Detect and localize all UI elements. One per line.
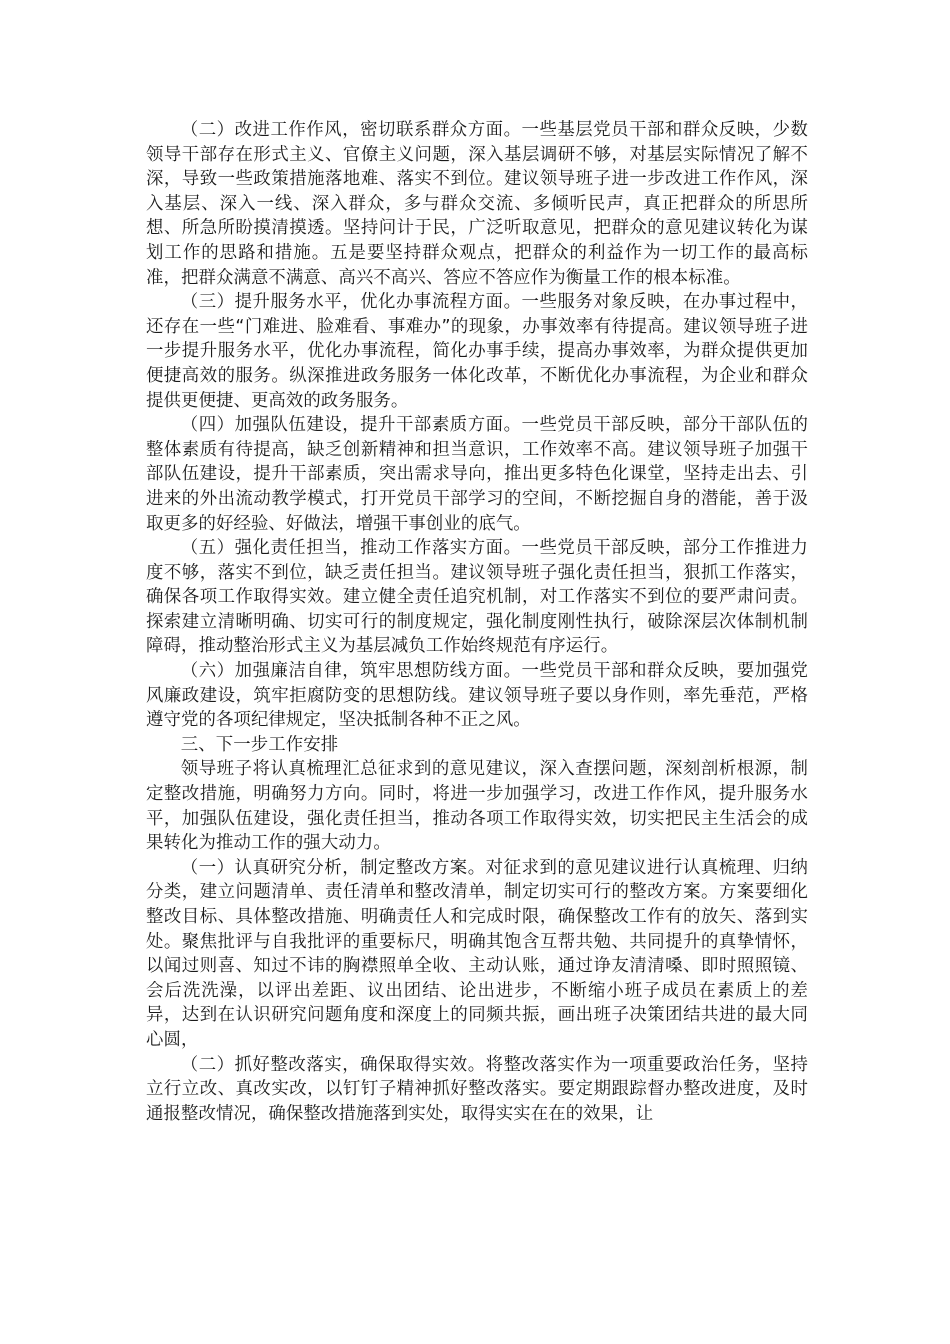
paragraph-rectification-plan: （一）认真研究分析，制定整改方案。对征求到的意见建议进行认真梳理、归纳分类，建立问题清单、责任清单和整改清单，制定切实可行的整改方案。方案要细化整改目标、具体整改措施、明确责任人和完成时限，确保整改工作有的放矢、落到实处。聚焦批评与自我批评的重要标尺，明确其饱含互帮共勉、共同提升的真挚情怀，以闻过则喜、知过不讳的胸襟照单全收、主动认账，通过诤友清清嗓、即时照照镜、会后洗洗澡，以评出差距、议出团结、论出进步，不断缩小班子成员在素质上的差异，达到在认识研究问题角度和深度上的同频共振，画出班子决策团结共进的最大同心圆， <box>146 857 808 1050</box>
paragraph-responsibility: （五）强化责任担当，推动工作落实方面。一些党员干部反映，部分工作推进力度不够，落实不到位，缺乏责任担当。建议领导班子强化责任担当，狠抓工作落实，确保各项工作取得实效。建立健全责任追究机制，对工作落实不到位的要严肃问责。探索建立清晰明确、切实可行的制度规定，强化制度刚性执行，破除深层次体制机制障碍，推动整治形式主义为基层减负工作始终规范有序运行。 <box>146 538 808 657</box>
paragraph-improve-work-style: （二）改进工作作风，密切联系群众方面。一些基层党员干部和群众反映，少数领导干部存在形式主义、官僚主义问题，深入基层调研不够，对基层实际情况了解不深，导致一些政策措施落地难、落实不到位。建议领导班子进一步改进工作作风，深入基层、深入一线、深入群众，多与群众交流、多倾听民声，真正把群众的所思所想、所急所盼摸清摸透。坚持问计于民，广泛听取意见，把群众的意见建议转化为谋划工作的思路和措施。五是要坚持群众观点，把群众的利益作为一切工作的最高标准，把群众满意不满意、高兴不高兴、答应不答应作为衡量工作的根本标准。 <box>146 120 808 288</box>
paragraph-rectification-implementation: （二）抓好整改落实，确保取得实效。将整改落实作为一项重要政治任务，坚持立行立改、真改实改，以钉钉子精神抓好整改落实。要定期跟踪督办整改进度，及时通报整改情况，确保整改措施落到实处，取得实实在在的效果，让 <box>146 1054 808 1124</box>
paragraph-next-steps-intro: 领导班子将认真梳理汇总征求到的意见建议，深入查摆问题，深刻剖析根源，制定整改措施，明确努力方向。同时，将进一步加强学习，改进工作作风，提升服务水平，加强队伍建设，强化责任担当，推动各项工作取得实效，切实把民主生活会的成果转化为推动工作的强大动力。 <box>146 759 808 854</box>
paragraph-improve-service: （三）提升服务水平，优化办事流程方面。一些服务对象反映，在办事过程中，还存在一些“门难进、脸难看、事难办”的现象，办事效率有待提高。建议领导班子进一步提升服务水平，优化办事流程，简化办事手续，提高办事效率，为群众提供更加便捷高效的服务。纵深推进政务服务一体化改革，不断优化办事流程，为企业和群众提供更便捷、更高效的政务服务。 <box>146 292 808 411</box>
paragraph-integrity: （六）加强廉洁自律，筑牢思想防线方面。一些党员干部和群众反映，要加强党风廉政建设，筑牢拒腐防变的思想防线。建议领导班子要以身作则，率先垂范，严格遵守党的各项纪律规定，坚决抵制各种不正之风。 <box>146 661 808 731</box>
document-page <box>146 118 808 1126</box>
section-heading-next-steps: 三、下一步工作安排 <box>180 734 339 755</box>
paragraph-team-building: （四）加强队伍建设，提升干部素质方面。一些党员干部反映，部分干部队伍的整体素质有待提高，缺乏创新精神和担当意识，工作效率不高。建议领导班子加强干部队伍建设，提升干部素质，突出需求导向，推出更多特色化课堂，坚持走出去、引进来的外出流动教学模式，打开党员干部学习的空间，不断挖掘自身的潜能，善于汲取更多的好经验、好做法，增强干事创业的底气。 <box>146 415 808 534</box>
